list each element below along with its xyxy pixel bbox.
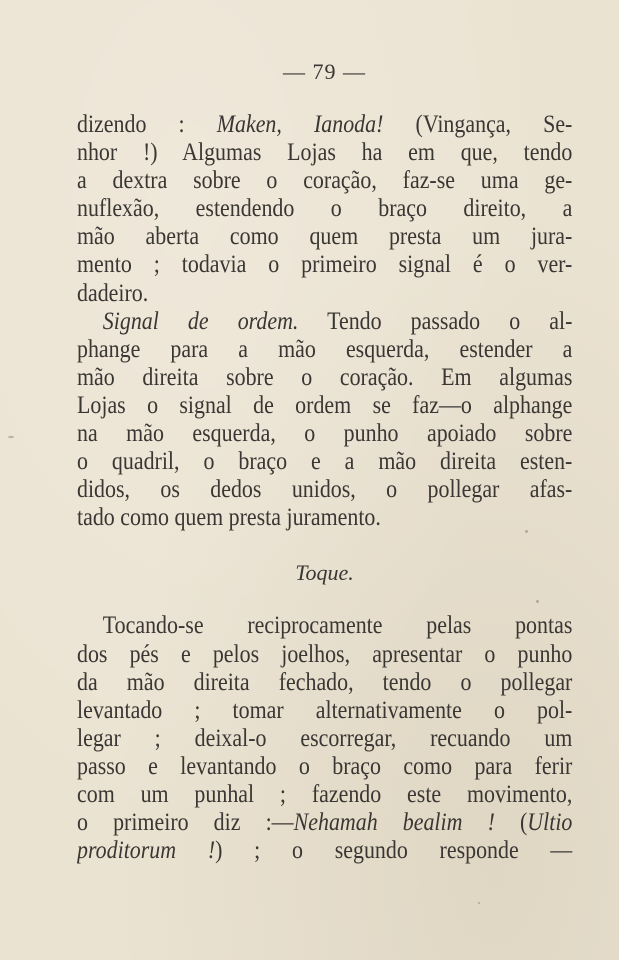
italic-heading: Signal de ordem. — [102, 306, 299, 335]
text-line: o primeiro diz :—Nehamah bealim ! (Ultio — [77, 808, 573, 837]
italic-phrase: Maken, Ianoda! — [216, 110, 384, 138]
text-line: na mão esquerda, o punho apoiado sobre — [77, 419, 573, 448]
text-line: nuflexão, estendendo o braço direito, a — [77, 194, 573, 223]
text-line: levantado ; tomar alternativamente o pol- — [77, 695, 573, 724]
text-line: mento ; todavia o primeiro signal é o ver- — [77, 250, 573, 279]
text-line: nhor !) Algumas Lojas ha em que, tendo — [77, 138, 573, 167]
text-line: mão aberta como quem presta um jura- — [77, 222, 573, 251]
paper-speck — [525, 530, 528, 533]
text-line: dadeiro. — [77, 278, 149, 307]
paragraph-1 — [77, 110, 572, 307]
book-page — [77, 60, 572, 864]
paragraph-3 — [77, 611, 572, 864]
text-line: dizendo : Maken, Ianoda! (Vingança, Se- — [77, 110, 573, 138]
text-line: tado como quem presta juramento. — [77, 503, 381, 532]
text-line: mão direita sobre o coração. Em algumas — [77, 362, 573, 391]
page-number: — 79 — — [283, 59, 366, 84]
text-line: Tocando-se reciprocamente pelas pontas — [102, 611, 573, 640]
italic-phrase: Nehamah bealim ! — [293, 808, 495, 837]
paper-speck — [536, 600, 539, 603]
section-title: Toque. — [295, 560, 354, 586]
text-line: Signal de ordem. Tendo passado o al- — [102, 306, 573, 335]
text-line: o quadril, o braço e a mão direita esten- — [77, 447, 573, 476]
text-line: legar ; deixal-o escorregar, recuando um — [77, 723, 573, 752]
italic-phrase: Ultio — [527, 808, 573, 837]
text-line: a dextra sobre o coração, faz-se uma ge- — [77, 166, 573, 195]
text-line: passo e levantando o braço como para ferir — [77, 751, 573, 780]
paper-speck — [478, 902, 480, 904]
text-line: dos pés e pelos joelhos, apresentar o punho — [77, 639, 573, 668]
text-line: proditorum !) ; o segundo responde — — [77, 836, 573, 865]
paper-speck — [8, 436, 14, 438]
paragraph-2 — [77, 307, 572, 532]
text-line: didos, os dedos unidos, o pollegar afas- — [77, 475, 573, 504]
text-line: com um punhal ; fazendo este movimento, — [77, 779, 573, 808]
text-line: Lojas o signal de ordem se faz—o alphange — [77, 390, 573, 419]
italic-phrase: proditorum ! — [77, 836, 216, 865]
text-line: da mão direita fechado, tendo o pollegar — [77, 667, 573, 696]
text-line: phange para a mão esquerda, estender a — [77, 334, 573, 363]
